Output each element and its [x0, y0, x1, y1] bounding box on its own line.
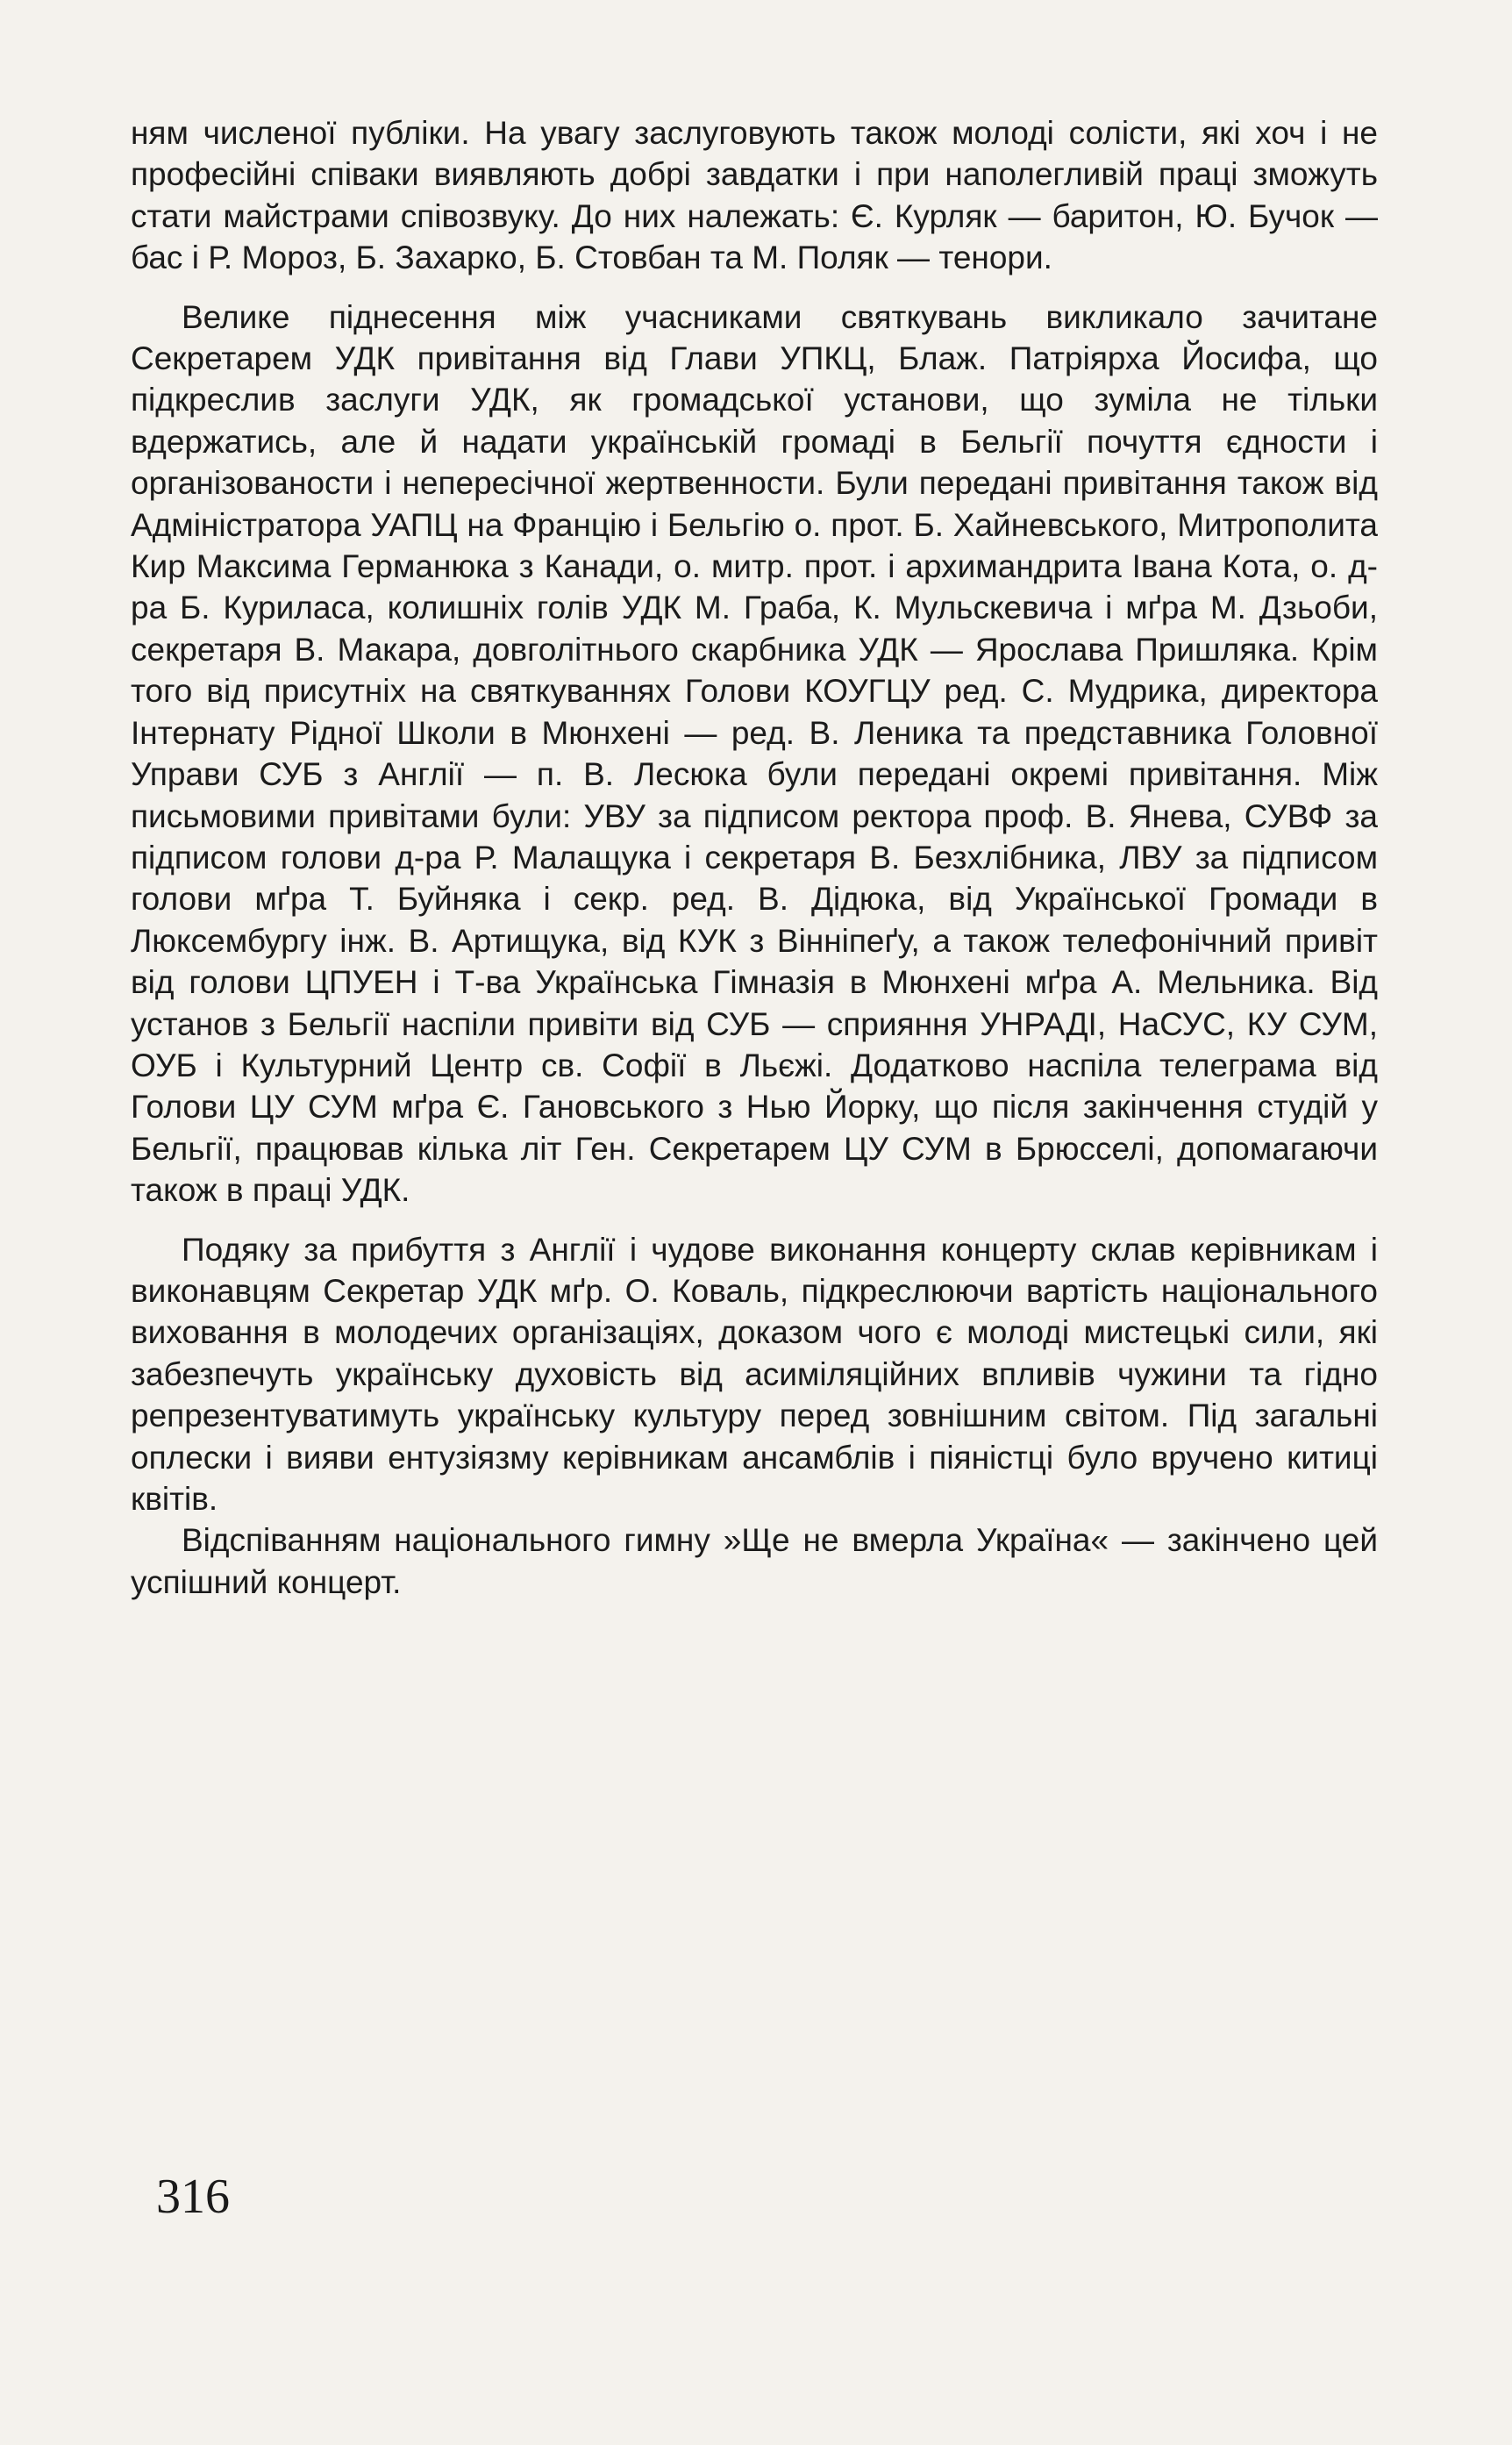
paragraph-2: Велике піднесення між учасниками святкувань викликало зачитане Секретарем УДК привітання від Глави УПКЦ, Блаж. Патріярха Йосифа, що підкреслив заслуги УДК, як громадської установи, що зуміла не тільки вдержатись, але й надати українській громаді в Бельгії почуття єдности і організованости і непересічної жертвенности. Були передані привітання також від Адміністратора УАПЦ на Францію і Бельгію о. прот. Б. Хайневського, Митрополита Кир Максима Германюка з Канади, о. митр. прот. і архимандрита Івана Кота, о. д-ра Б. Куриласа, колишніх голів УДК М. Граба, К. Мульскевича і мґра М. Дзьоби, секретаря В. Макара, довголітнього скарбника УДК — Ярослава Пришляка. Крім того від присутніх на святкуваннях Голови КОУГЦУ ред. С. Мудрика, директора Інтернату Рідної Школи в Мюнхені — ред. В. Леника та представника Головної Управи СУБ з Англії — п. В. Лесюка були передані окремі привітання. Між письмовими привітами були: УВУ за підписом ректора проф. В. Янева, СУВФ за підписом голови д-ра Р. Малащука і секретаря В. Безхлібника, ЛВУ за підписом голови мґра Т. Буйняка і секр. ред. В. Дідюка, від Української Громади в Люксембургу інж. В. Артищука, від КУК з Вінніпеґу, а також телефонічний привіт від голови ЦПУЕН і Т-ва Українська Гімназія в Мюнхені мґра А. Мельника. Від установ з Бельгії наспіли привіти від СУБ — сприяння УНРАДІ, НаСУС, КУ СУМ, ОУБ і Культурний Центр св. Софії в Льєжі. Додатково наспіла телеграма від Голови ЦУ СУМ мґра Є. Гановського з Нью Йорку, що після закінчення студій у Бельгії, працював кілька літ Ген. Секретарем ЦУ СУМ в Брюсселі, допомагаючи також в праці УДК.: [131, 298, 1378, 1209]
paragraph-3: Подяку за прибуття з Англії і чудове виконання концерту склав керівникам і виконавцям Секретар УДК мґр. О. Коваль, підкреслюючи вартість національного виховання в молодечих організаціях, доказом чого є молоді мистецькі сили, які забезпечуть українську духовість від асиміляційних впливів чужини та гідно репрезентуватимуть українську культуру перед зовнішним світом. Під загальні оплески і вияви ентузіязму керівникам ансамблів і піяністці було вручено китиці квітів.: [131, 1231, 1378, 1517]
paragraph-1: ням численої публіки. На увагу заслуговують також молоді солісти, які хоч і не професійні співаки виявляють добрі завдатки і при наполегливій праці зможуть стати майстрами співозвуку. До них належать: Є. Курляк — баритон, Ю. Бучок — бас і Р. Мороз, Б. Захарко, Б. Стовбан та М. Поляк — тенори.: [131, 115, 1378, 276]
page-number: 316: [156, 2170, 230, 2224]
paragraph-4: Відспіванням національного гимну »Ще не вмерла Україна« — закінчено цей успішний концерт.: [131, 1522, 1378, 1600]
body-text: [131, 112, 1378, 1603]
